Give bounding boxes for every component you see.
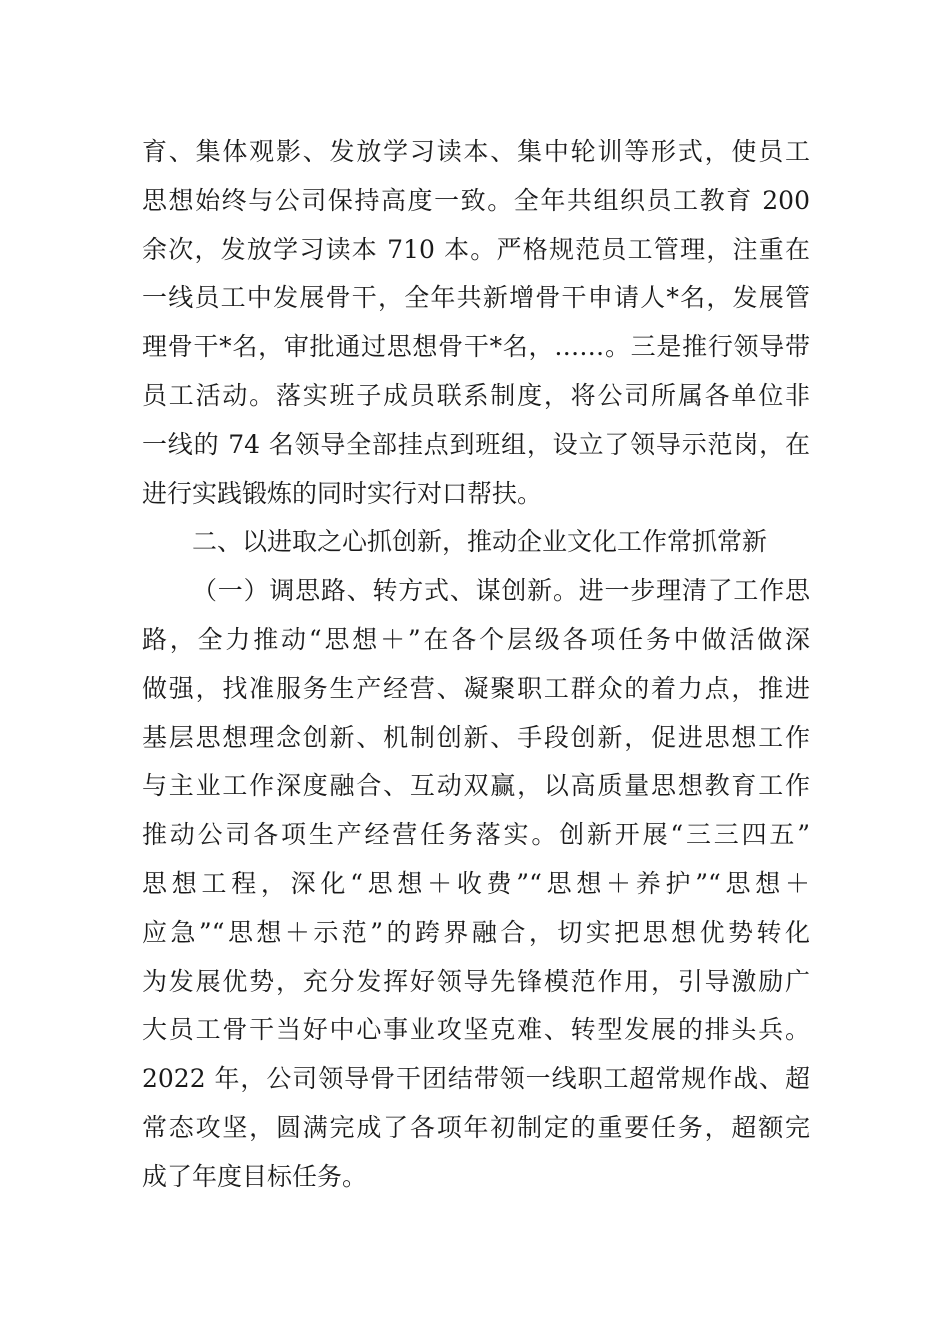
text-line: 员工活动。落实班子成员联系制度，将公司所属各单位非 [142, 380, 810, 410]
text-line: 路，全力推动“思想＋”在各个层级各项任务中做活做深 [142, 624, 810, 654]
text-line: 成了年度目标任务。 [142, 1161, 368, 1191]
text-line: 做强，找准服务生产经营、凝聚职工群众的着力点，推进 [142, 673, 810, 703]
body-text [142, 128, 810, 1202]
section-heading: 二、以进取之心抓创新，推动企业文化工作常抓常新 [192, 527, 768, 557]
text-line: 余次，发放学习读本 710 本。严格规范员工管理，注重在 [142, 234, 810, 264]
text-line: 思想始终与公司保持高度一致。全年共组织员工教育 200 [142, 185, 810, 215]
text-line: 一线员工中发展骨干，全年共新增骨干申请人*名，发展管 [142, 283, 810, 313]
text-line: 一线的 74 名领导全部挂点到班组，设立了领导示范岗，在 [142, 429, 810, 459]
text-line: 理骨干*名，审批通过思想骨干*名，……。三是推行领导带 [142, 332, 810, 362]
text-line: 应急”“思想＋示范”的跨界融合，切实把思想优势转化 [142, 917, 810, 947]
text-line: 进行实践锻炼的同时实行对口帮扶。 [142, 478, 543, 508]
text-line: 推动公司各项生产经营任务落实。创新开展“三三四五” [142, 820, 810, 850]
text-line: 与主业工作深度融合、互动双赢，以高质量思想教育工作 [142, 771, 810, 801]
text-line: 思想工程，深化“思想＋收费”“思想＋养护”“思想＋ [142, 868, 810, 898]
text-line: 2022 年，公司领导骨干团结带领一线职工超常规作战、超 [142, 1064, 810, 1094]
text-line: 为发展优势，充分发挥好领导先锋模范作用，引导激励广 [142, 966, 810, 996]
text-line: （一）调思路、转方式、谋创新。进一步理清了工作思 [192, 576, 810, 606]
text-line: 基层思想理念创新、机制创新、手段创新，促进思想工作 [142, 722, 810, 752]
text-line: 大员工骨干当好中心事业攻坚克难、转型发展的排头兵。 [142, 1015, 810, 1045]
text-line: 常态攻坚，圆满完成了各项年初制定的重要任务，超额完 [142, 1112, 810, 1142]
text-line: 育、集体观影、发放学习读本、集中轮训等形式，使员工 [142, 137, 810, 166]
